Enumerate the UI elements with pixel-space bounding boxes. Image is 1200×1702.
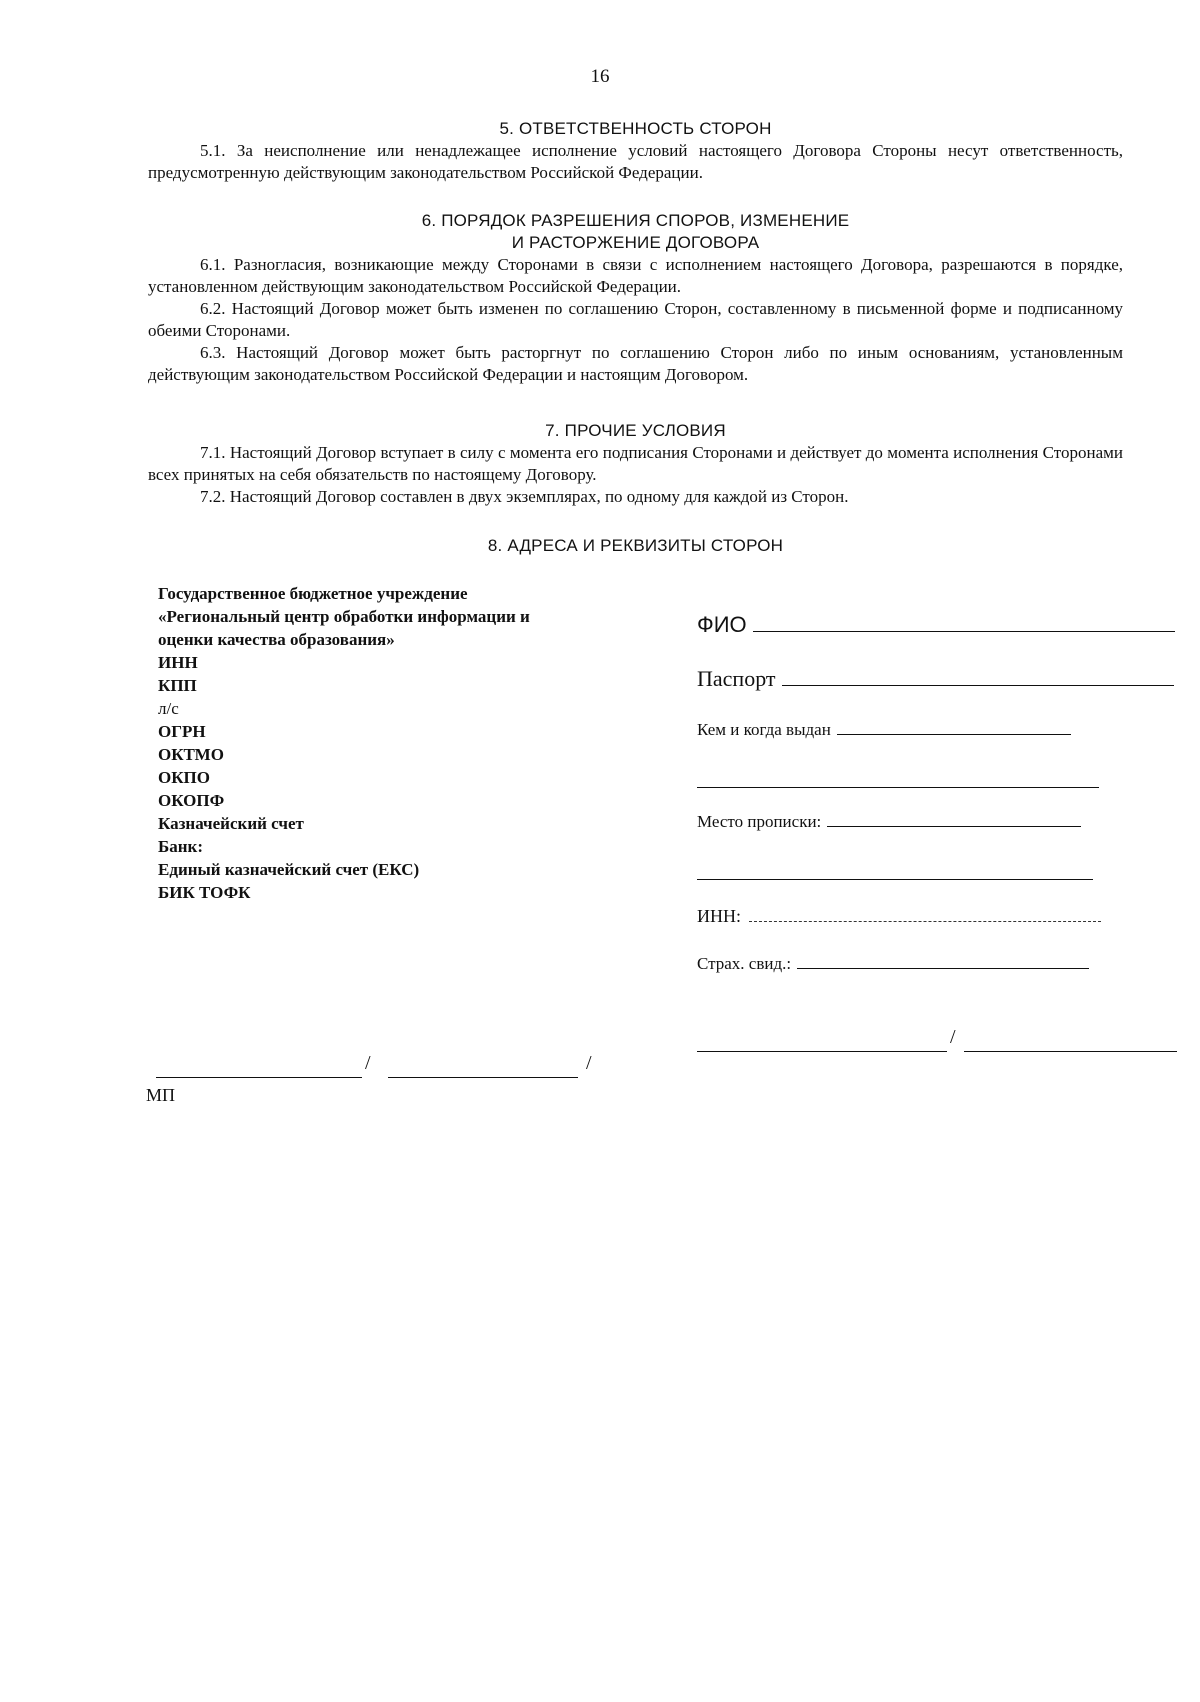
paragraph-6-1: 6.1. Разногласия, возникающие между Сторонами в связи с исполнением настоящего Договора, разрешаются в порядке, установленном действующим законодательством Российской Федерации. (148, 255, 1123, 296)
org-okpo: ОКПО (158, 768, 210, 787)
registration-line-2[interactable] (697, 878, 1093, 880)
section-7 (148, 420, 1123, 508)
paragraph-7-1: 7.1. Настоящий Договор вступает в силу с момента его подписания Сторонами и действует до момента исполнения Сторонами всех принятых на себя обязательств по настоящему Договору. (148, 443, 1123, 484)
section-5 (148, 118, 1123, 184)
org-kpp: КПП (158, 676, 197, 695)
org-oktmo: ОКТМО (158, 745, 224, 764)
paragraph-7-2: 7.2. Настоящий Договор составлен в двух экземплярах, по одному для каждой из Сторон. (200, 487, 849, 506)
org-line-2: «Региональный центр обработки информации и (158, 607, 530, 626)
inn-line[interactable] (749, 920, 1101, 922)
section-7-title: 7. ПРОЧИЕ УСЛОВИЯ (545, 421, 726, 440)
individual-name-line[interactable] (964, 1050, 1177, 1052)
insurance-field (697, 954, 1089, 974)
org-signature-slash: / (365, 1052, 371, 1074)
inn-field (697, 906, 1101, 927)
section-6-title-line2: И РАСТОРЖЕНИЕ ДОГОВОРА (511, 233, 760, 252)
passport-line[interactable] (782, 684, 1174, 686)
paragraph-6-2: 6.2. Настоящий Договор может быть изменен по соглашению Сторон, составленному в письменной форме и подписанному обеими Сторонами. (148, 299, 1123, 340)
passport-label: Паспорт (697, 666, 776, 691)
individual-signature-line[interactable] (697, 1050, 947, 1052)
org-okopf: ОКОПФ (158, 791, 225, 810)
issued-label: Кем и когда выдан (697, 720, 831, 739)
org-inn: ИНН (158, 653, 198, 672)
section-6 (148, 210, 1123, 386)
registration-label: Место прописки: (697, 812, 822, 831)
page-number: 16 (590, 66, 610, 87)
individual-signature-slash: / (950, 1026, 956, 1048)
org-line-3: оценки качества образования» (158, 630, 395, 649)
org-bik: БИК ТОФК (158, 883, 251, 902)
org-eks: Единый казначейский счет (ЕКС) (158, 860, 420, 879)
org-name-slash: / (586, 1052, 592, 1074)
section-8-title: 8. АДРЕСА И РЕКВИЗИТЫ СТОРОН (487, 536, 784, 555)
section-5-title: 5. ОТВЕТСТВЕННОСТЬ СТОРОН (499, 119, 772, 138)
org-line-1: Государственное бюджетное учреждение (158, 584, 468, 603)
paragraph-5-1: 5.1. За неисполнение или ненадлежащее исполнение условий настоящего Договора Стороны несут ответственность, предусмотренную действующим законодательством Российской Федерации. (148, 141, 1123, 182)
passport-field (697, 666, 1174, 692)
section-8 (148, 535, 1123, 557)
org-ls: л/с (158, 699, 179, 718)
issued-line[interactable] (837, 733, 1071, 735)
org-signature-line[interactable] (156, 1076, 362, 1078)
issued-line-2[interactable] (697, 786, 1099, 788)
paragraph-6-3: 6.3. Настоящий Договор может быть расторгнут по соглашению Сторон либо по иным основаниям, установленным действующим законодательством Российской Федерации и настоящим Договором. (148, 343, 1123, 384)
issued-field (697, 720, 1071, 740)
registration-field (697, 812, 1081, 832)
fio-label: ФИО (697, 612, 747, 637)
org-name-line[interactable] (388, 1076, 578, 1078)
registration-line[interactable] (827, 825, 1081, 827)
insurance-label: Страх. свид.: (697, 954, 792, 973)
section-6-title-line1: 6. ПОРЯДОК РАЗРЕШЕНИЯ СПОРОВ, ИЗМЕНЕНИЕ (421, 211, 850, 230)
fio-line[interactable] (753, 630, 1175, 632)
org-bank: Банк: (158, 837, 203, 856)
fio-field (697, 612, 1175, 638)
stamp-place-label: МП (146, 1085, 176, 1105)
organization-requisites (158, 582, 618, 904)
inn-label: ИНН: (697, 906, 741, 926)
insurance-line[interactable] (797, 967, 1089, 969)
org-treasury-account: Казначейский счет (158, 814, 304, 833)
org-ogrn: ОГРН (158, 722, 206, 741)
